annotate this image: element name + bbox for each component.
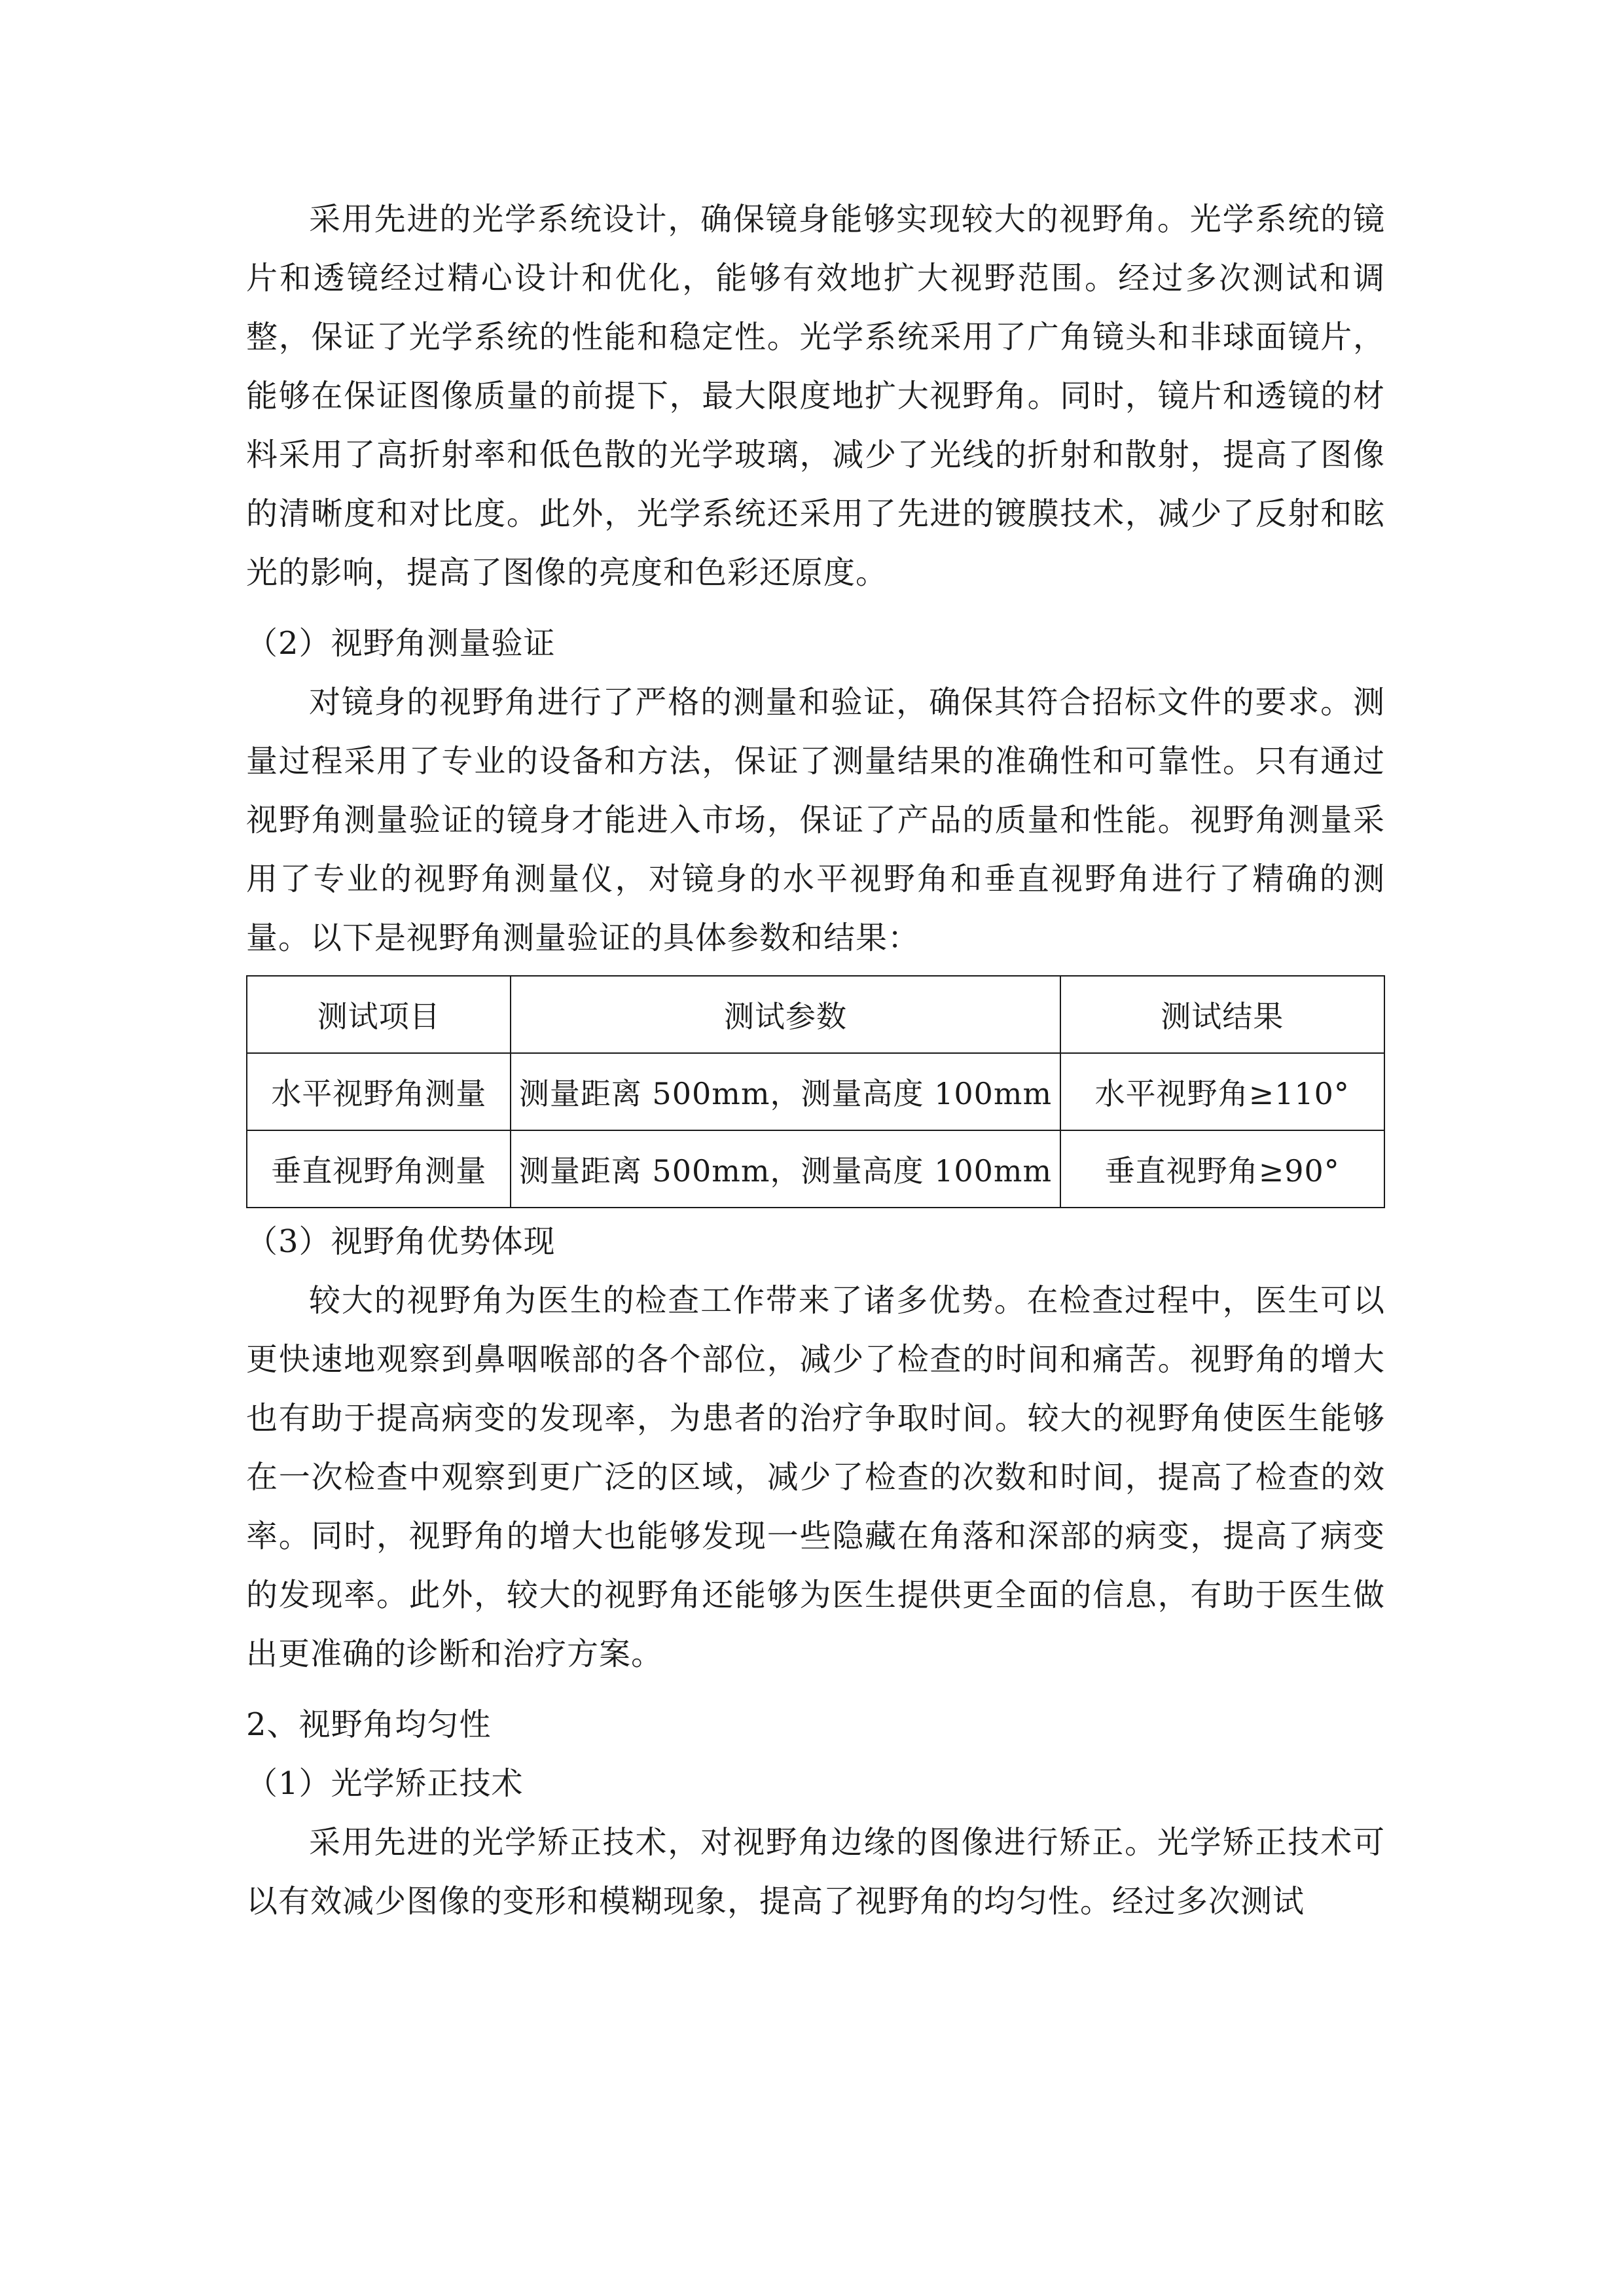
document-page: [246, 190, 1385, 1931]
table-header-cell: 测试参数: [511, 976, 1060, 1053]
paragraph-optical-design: 采用先进的光学系统设计，确保镜身能够实现较大的视野角。光学系统的镜片和透镜经过精心设计和优化，能够有效地扩大视野范围。经过多次测试和调整，保证了光学系统的性能和稳定性。光学系统采用了广角镜头和非球面镜片，能够在保证图像质量的前提下，最大限度地扩大视野角。同时，镜片和透镜的材料采用了高折射率和低色散的光学玻璃，减少了光线的折射和散射，提高了图像的清晰度和对比度。此外，光学系统还采用了先进的镀膜技术，减少了反射和眩光的影响，提高了图像的亮度和色彩还原度。: [246, 201, 1385, 591]
heading-optical-correction: （1）光学矫正技术: [246, 1765, 524, 1802]
heading-fov-uniformity: 2、视野角均匀性: [246, 1706, 492, 1743]
table-row: [247, 1130, 1384, 1208]
table-cell: 垂直视野角≥90°: [1060, 1130, 1385, 1208]
paragraph-fov-measurement: 对镜身的视野角进行了严格的测量和验证，确保其符合招标文件的要求。测量过程采用了专业的设备和方法，保证了测量结果的准确性和可靠性。只有通过视野角测量验证的镜身才能进入市场，保证了产品的质量和性能。视野角测量采用了专业的视野角测量仪，对镜身的水平视野角和垂直视野角进行了精确的测量。以下是视野角测量验证的具体参数和结果：: [246, 684, 1385, 956]
table-header-cell: 测试结果: [1060, 976, 1385, 1053]
table-header-cell: 测试项目: [247, 976, 511, 1053]
paragraph-optical-correction: 采用先进的光学矫正技术，对视野角边缘的图像进行矫正。光学矫正技术可以有效减少图像的变形和模糊现象，提高了视野角的均匀性。经过多次测试: [246, 1824, 1385, 1920]
table-cell: 垂直视野角测量: [247, 1130, 511, 1208]
paragraph-fov-advantage: 较大的视野角为医生的检查工作带来了诸多优势。在检查过程中，医生可以更快速地观察到鼻咽喉部的各个部位，减少了检查的时间和痛苦。视野角的增大也有助于提高病变的发现率，为患者的治疗争取时间。较大的视野角使医生能够在一次检查中观察到更广泛的区域，减少了检查的次数和时间，提高了检查的效率。同时，视野角的增大也能够发现一些隐藏在角落和深部的病变，提高了病变的发现率。此外，较大的视野角还能够为医生提供更全面的信息，有助于医生做出更准确的诊断和治疗方案。: [246, 1282, 1385, 1672]
fov-measurement-table: [246, 975, 1385, 1208]
table-cell: 测量距离 500mm，测量高度 100mm: [511, 1053, 1060, 1130]
table-cell: 水平视野角≥110°: [1060, 1053, 1385, 1130]
table-row: [247, 1053, 1384, 1130]
table-cell: 水平视野角测量: [247, 1053, 511, 1130]
table-cell: 测量距离 500mm，测量高度 100mm: [511, 1130, 1060, 1208]
heading-fov-advantage: （3）视野角优势体现: [246, 1223, 556, 1260]
table-header-row: [247, 976, 1384, 1053]
heading-fov-measurement: （2）视野角测量验证: [246, 625, 556, 662]
